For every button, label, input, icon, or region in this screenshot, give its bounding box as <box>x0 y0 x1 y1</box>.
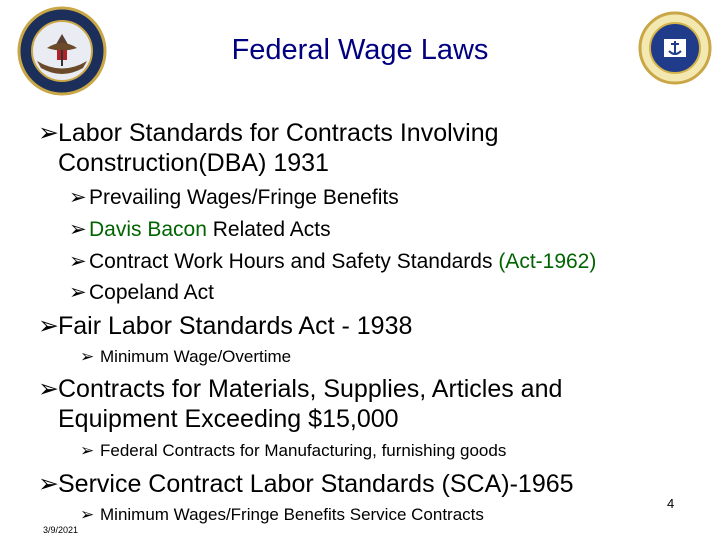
bullet-arrow-icon: ➢ <box>80 347 95 367</box>
highlight-text: Davis Bacon <box>89 218 207 241</box>
bullet-arrow-icon: ➢ <box>69 280 87 304</box>
sub-bullet-minimum-wage <box>80 347 291 367</box>
bullet-text: Contracts for Materials, Supplies, Articles and <box>58 375 563 403</box>
sub-bullet-contract-work-hours <box>69 249 596 274</box>
sub-bullet-federal-contracts <box>80 441 506 461</box>
bullet-arrow-icon: ➢ <box>38 311 59 340</box>
bullet-service-contract <box>38 469 574 499</box>
slide-title: Federal Wage Laws <box>231 34 489 66</box>
bullet-text: Labor Standards for Contracts Involving <box>58 119 499 147</box>
bullet-arrow-icon: ➢ <box>80 441 95 461</box>
bullet-arrow-icon: ➢ <box>38 469 59 498</box>
sub-bullet-text: Prevailing Wages/Fringe Benefits <box>89 186 399 209</box>
navy-emblem-logo <box>638 11 712 85</box>
sub-bullet-text: Contract Work Hours and Safety Standards <box>89 250 499 273</box>
bullet-labor-standards <box>38 118 499 148</box>
highlight-text: (Act-1962) <box>498 250 597 273</box>
bullet-fair-labor <box>38 311 412 341</box>
page-number: 4 <box>667 496 675 511</box>
bullet-arrow-icon: ➢ <box>69 217 87 241</box>
bullet-text: Construction(DBA) 1931 <box>58 149 329 177</box>
bullet-text: Equipment Exceeding $15,000 <box>58 405 399 433</box>
sub-bullet-text: Minimum Wages/Fringe Benefits Service Contracts <box>100 505 484 524</box>
sub-bullet-copeland-act <box>69 280 214 305</box>
sub-bullet-text: Federal Contracts for Manufacturing, furnishing goods <box>100 441 507 460</box>
bullet-arrow-icon: ➢ <box>69 249 87 273</box>
bullet-arrow-icon: ➢ <box>80 505 95 525</box>
slide-date: 3/9/2021 <box>43 525 79 535</box>
sub-bullet-davis-bacon <box>69 217 331 242</box>
sub-bullet-text: Related Acts <box>206 218 331 241</box>
bullet-arrow-icon: ➢ <box>69 185 87 209</box>
bullet-contracts-materials-cont <box>58 404 399 434</box>
sub-bullet-prevailing-wages <box>69 185 399 210</box>
bullet-labor-standards-cont <box>58 148 329 178</box>
bullet-arrow-icon: ➢ <box>38 374 59 403</box>
sub-bullet-service-contracts <box>80 505 484 525</box>
navy-seal-logo <box>17 6 107 96</box>
bullet-arrow-icon: ➢ <box>38 118 59 147</box>
sub-bullet-text: Copeland Act <box>89 281 214 304</box>
bullet-contracts-materials <box>38 374 562 404</box>
sub-bullet-text: Minimum Wage/Overtime <box>100 347 292 366</box>
bullet-text: Service Contract Labor Standards (SCA)-1965 <box>58 470 574 498</box>
bullet-text: Fair Labor Standards Act - 1938 <box>58 312 413 340</box>
